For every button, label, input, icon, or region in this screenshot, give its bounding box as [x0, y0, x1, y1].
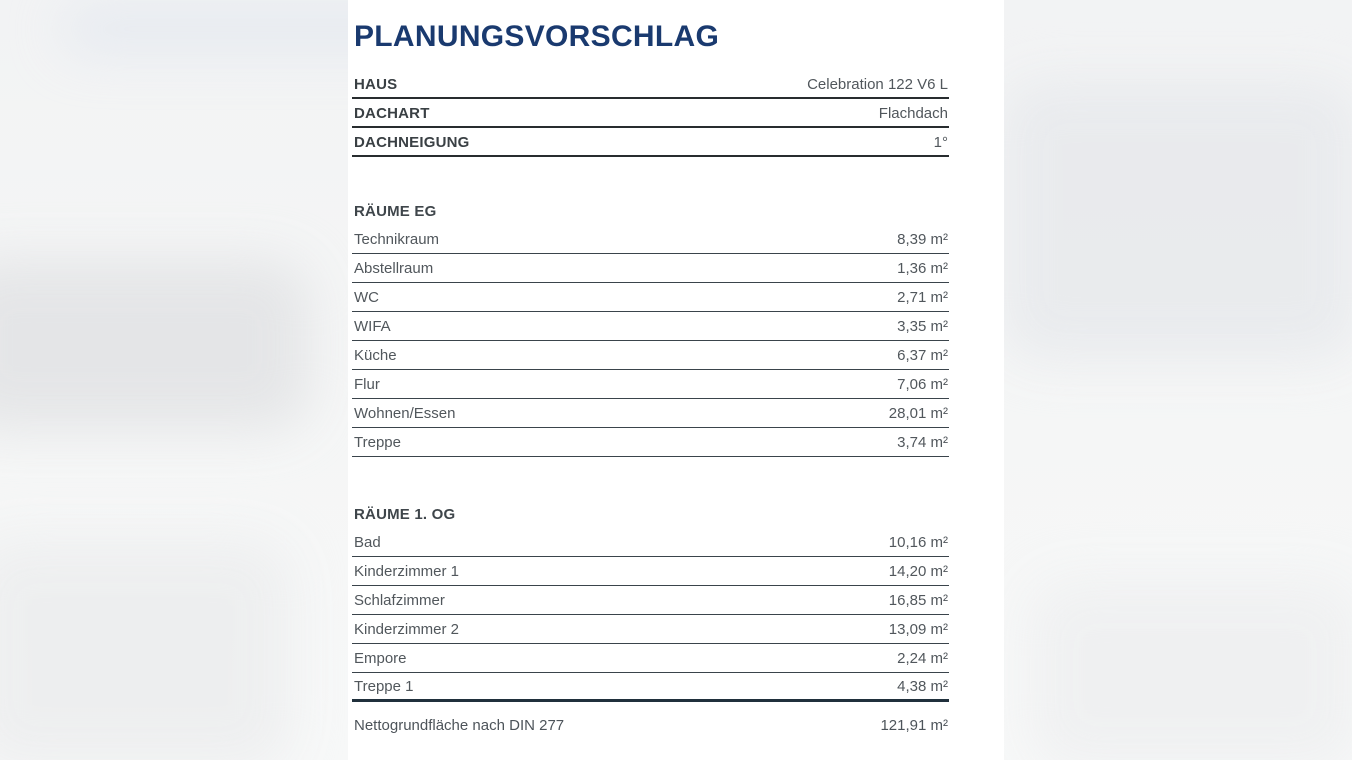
table-row [352, 615, 949, 644]
room-label: Bad [354, 534, 381, 551]
table-row [352, 312, 949, 341]
room-label: WIFA [354, 318, 391, 335]
section-rooms-og [352, 506, 949, 702]
room-label: Kinderzimmer 1 [354, 563, 460, 580]
table-row [352, 254, 949, 283]
room-label: Technikraum [354, 231, 440, 248]
spec-row-dachneigung [352, 128, 949, 157]
room-label: Schlafzimmer [354, 592, 445, 609]
spec-label: DACHNEIGUNG [354, 134, 470, 151]
table-row [352, 528, 949, 557]
table-row [352, 225, 949, 254]
room-area: 8,39 m² [897, 231, 948, 248]
document-page [348, 0, 1004, 760]
table-row [352, 557, 949, 586]
summary-label: Nettogrundfläche nach DIN 277 [354, 717, 565, 734]
spec-label: HAUS [354, 76, 398, 93]
table-row [352, 341, 949, 370]
table-row [352, 283, 949, 312]
table-row [352, 399, 949, 428]
backdrop-blur-shape [0, 260, 310, 430]
table-row [352, 370, 949, 399]
room-label: WC [354, 289, 379, 306]
room-area: 1,36 m² [897, 260, 948, 277]
backdrop-blur-shape [0, 540, 290, 760]
spec-row-haus [352, 70, 949, 99]
table-row [352, 644, 949, 673]
room-area: 2,71 m² [897, 289, 948, 306]
spec-row-dachart [352, 99, 949, 128]
room-area: 4,38 m² [897, 678, 948, 695]
room-area: 6,37 m² [897, 347, 948, 364]
room-area: 3,74 m² [897, 434, 948, 451]
room-label: Küche [354, 347, 397, 364]
room-area: 7,06 m² [897, 376, 948, 393]
section-heading: RÄUME 1. OG [354, 506, 456, 523]
backdrop-blur-shape [1030, 580, 1352, 760]
room-area: 16,85 m² [888, 592, 948, 609]
room-area: 10,16 m² [888, 534, 948, 551]
net-floor-area-summary [352, 717, 949, 734]
room-label: Abstellraum [354, 260, 434, 277]
table-row-last [352, 673, 949, 702]
room-label: Empore [354, 650, 407, 667]
house-spec-table [352, 70, 949, 157]
spec-label: DACHART [354, 105, 430, 122]
room-area: 28,01 m² [888, 405, 948, 422]
section-heading: RÄUME EG [354, 203, 437, 220]
room-label: Treppe [354, 434, 401, 451]
room-label: Treppe 1 [354, 678, 414, 695]
room-area: 14,20 m² [888, 563, 948, 580]
table-row [352, 428, 949, 457]
backdrop-blur-shape [1000, 80, 1352, 360]
table-row [352, 586, 949, 615]
spec-value: 1° [933, 134, 948, 151]
document-content [352, 0, 949, 734]
section-rooms-eg [352, 203, 949, 457]
room-area: 13,09 m² [888, 621, 948, 638]
room-area: 2,24 m² [897, 650, 948, 667]
room-table-og [352, 528, 949, 702]
room-label: Flur [354, 376, 380, 393]
room-table-eg [352, 225, 949, 457]
page-title: PLANUNGSVORSCHLAG [354, 20, 720, 53]
room-area: 3,35 m² [897, 318, 948, 335]
summary-value: 121,91 m² [880, 717, 948, 734]
room-label: Wohnen/Essen [354, 405, 456, 422]
room-label: Kinderzimmer 2 [354, 621, 460, 638]
spec-value: Celebration 122 V6 L [807, 76, 948, 93]
spec-value: Flachdach [878, 105, 948, 122]
